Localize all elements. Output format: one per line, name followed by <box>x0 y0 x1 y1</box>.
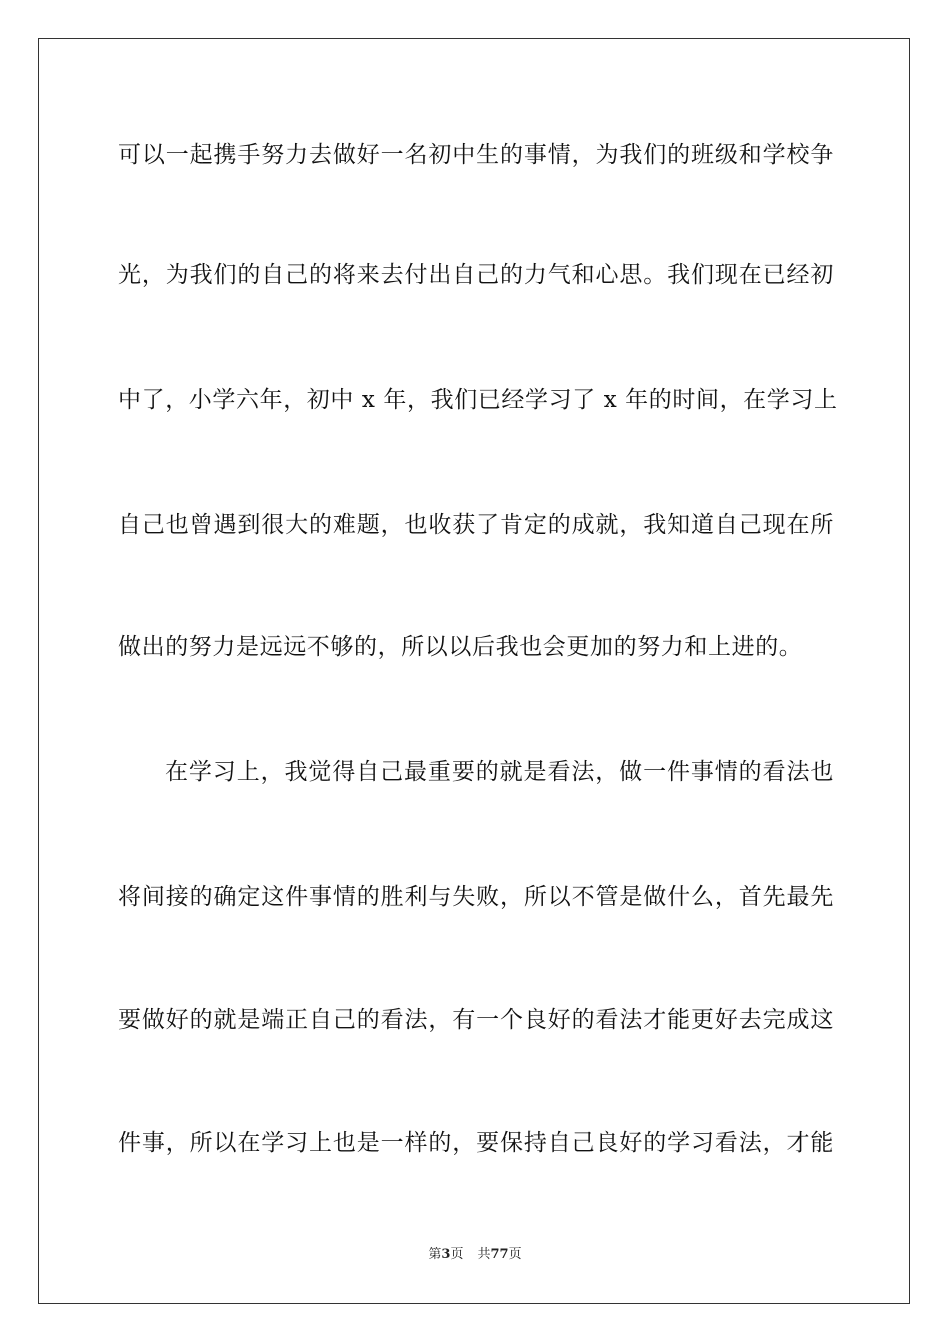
body-line-2: 光，为我们的自己的将来去付出自己的力气和心思。我们现在已经初 <box>118 262 834 288</box>
body-line-7: 将间接的确定这件事情的胜利与失败，所以不管是做什么，首先最先 <box>118 884 834 910</box>
page-footer <box>0 1246 950 1264</box>
page-prefix: 第 <box>428 1247 442 1262</box>
total-prefix: 共 <box>477 1247 491 1262</box>
page-suffix: 页 <box>450 1247 464 1262</box>
body-line-3: 中了，小学六年，初中 x 年，我们已经学习了 x 年的时间，在学习上 <box>118 387 838 413</box>
page-total: 77 <box>490 1247 509 1262</box>
body-line-9: 件事，所以在学习上也是一样的，要保持自己良好的学习看法，才能 <box>118 1130 834 1156</box>
page-current: 3 <box>441 1247 451 1262</box>
body-line-4: 自己也曾遇到很大的难题，也收获了肯定的成就，我知道自己现在所 <box>118 512 834 538</box>
body-line-5: 做出的努力是远远不够的，所以以后我也会更加的努力和上进的。 <box>118 634 803 660</box>
body-line-6: 在学习上，我觉得自己最重要的就是看法，做一件事情的看法也 <box>165 759 834 785</box>
body-line-8: 要做好的就是端正自己的看法，有一个良好的看法才能更好去完成这 <box>118 1007 834 1033</box>
body-line-1: 可以一起携手努力去做好一名初中生的事情，为我们的班级和学校争 <box>118 142 834 168</box>
page-border <box>38 38 910 1304</box>
total-suffix: 页 <box>508 1247 522 1262</box>
